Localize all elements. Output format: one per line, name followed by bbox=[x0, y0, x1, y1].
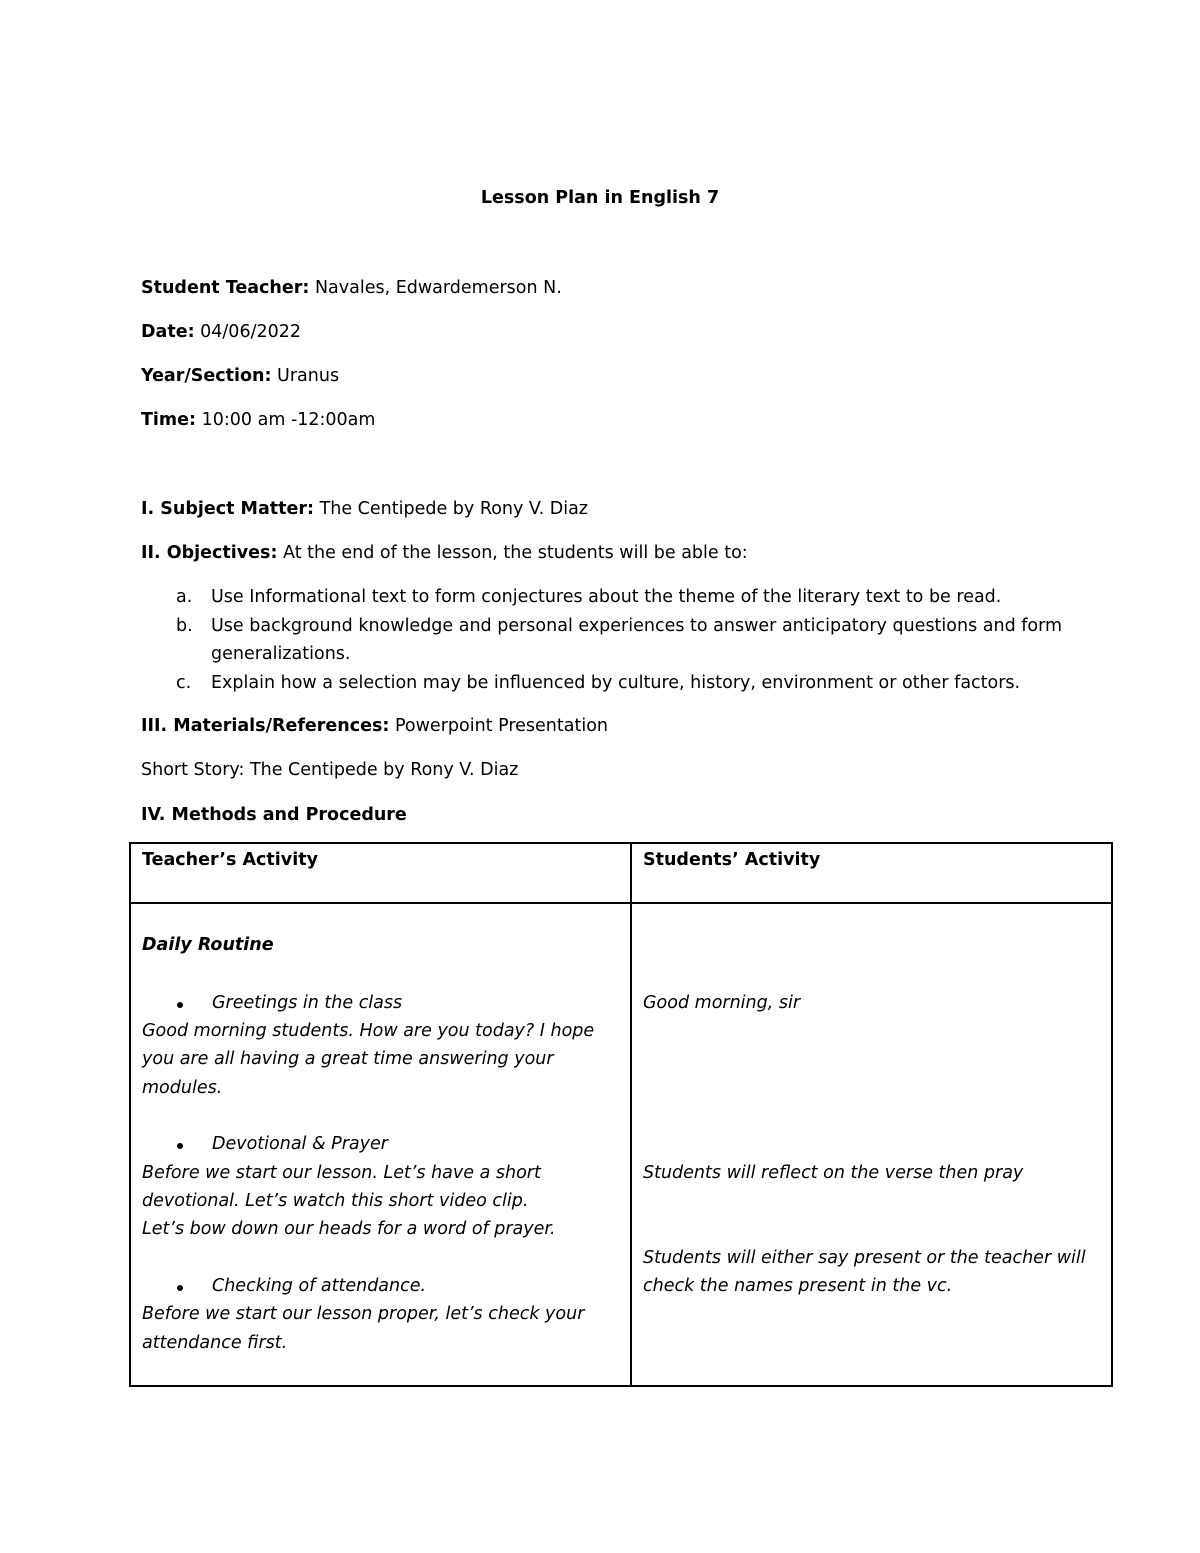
objective-a-text: Use Informational text to form conjectures about the theme of the literary text to be read. bbox=[211, 587, 1002, 607]
teacher-activity-header-label: Teacher’s Activity bbox=[142, 850, 318, 870]
teacher-activity-header bbox=[130, 843, 631, 903]
attendance-student-response-1: Students will either say present or the teacher will bbox=[643, 1248, 1086, 1268]
devotional-student-response: Students will reflect on the verse then pray bbox=[643, 1163, 1024, 1183]
attendance-bullet: Checking of attendance. bbox=[212, 1276, 427, 1296]
objectives-line: II. Objectives: At the end of the lesson, the students will be able to: bbox=[141, 543, 748, 563]
objective-c-marker: c. bbox=[176, 673, 192, 693]
bullet-icon bbox=[177, 1143, 183, 1149]
greetings-text-1: Good morning students. How are you today? I hope bbox=[142, 1021, 595, 1041]
materials-line: III. Materials/References: Powerpoint Presentation bbox=[141, 716, 608, 736]
objective-a-marker: a. bbox=[176, 587, 193, 607]
attendance-student-response-2: check the names present in the vc. bbox=[643, 1276, 953, 1296]
methods-heading: IV. Methods and Procedure bbox=[141, 805, 407, 825]
students-activity-cell bbox=[631, 903, 1112, 1386]
devotional-bullet: Devotional & Prayer bbox=[212, 1134, 388, 1154]
greetings-text-2: you are all having a great time answering your bbox=[142, 1049, 554, 1069]
procedure-table bbox=[129, 842, 1113, 1387]
greetings-student-response: Good morning, sir bbox=[643, 993, 801, 1013]
bullet-icon bbox=[177, 1002, 183, 1008]
daily-routine-heading: Daily Routine bbox=[142, 935, 274, 955]
bullet-icon bbox=[177, 1285, 183, 1291]
objective-c-text: Explain how a selection may be influenced by culture, history, environment or other factors. bbox=[211, 673, 1021, 693]
devotional-text-1: Before we start our lesson. Let’s have a short bbox=[142, 1163, 541, 1183]
devotional-text-2: devotional. Let’s watch this short video clip. bbox=[142, 1191, 529, 1211]
objective-b-marker: b. bbox=[176, 616, 193, 636]
date-line: Date: 04/06/2022 bbox=[141, 322, 302, 342]
student-teacher-line: Student Teacher: Navales, Edwardemerson N. bbox=[141, 278, 562, 298]
greetings-bullet: Greetings in the class bbox=[212, 993, 403, 1013]
subject-matter-line: I. Subject Matter: The Centipede by Rony V. Diaz bbox=[141, 499, 588, 519]
attendance-text-1: Before we start our lesson proper, let’s check your bbox=[142, 1304, 585, 1324]
page-title: Lesson Plan in English 7 bbox=[480, 188, 720, 208]
devotional-text-3: Let’s bow down our heads for a word of prayer. bbox=[142, 1219, 556, 1239]
time-line: Time: 10:00 am -12:00am bbox=[141, 410, 376, 430]
objective-b-text: Use background knowledge and personal experiences to answer anticipatory questions and form bbox=[211, 616, 1063, 636]
students-activity-header-label: Students’ Activity bbox=[643, 850, 821, 870]
year-section-line: Year/Section: Uranus bbox=[141, 366, 340, 386]
objective-b-text-cont: generalizations. bbox=[211, 644, 351, 664]
attendance-text-2: attendance first. bbox=[142, 1333, 288, 1353]
teacher-activity-cell bbox=[130, 903, 631, 1386]
greetings-text-3: modules. bbox=[142, 1078, 223, 1098]
short-story-line: Short Story: The Centipede by Rony V. Diaz bbox=[141, 760, 519, 780]
students-activity-header bbox=[631, 843, 1112, 903]
